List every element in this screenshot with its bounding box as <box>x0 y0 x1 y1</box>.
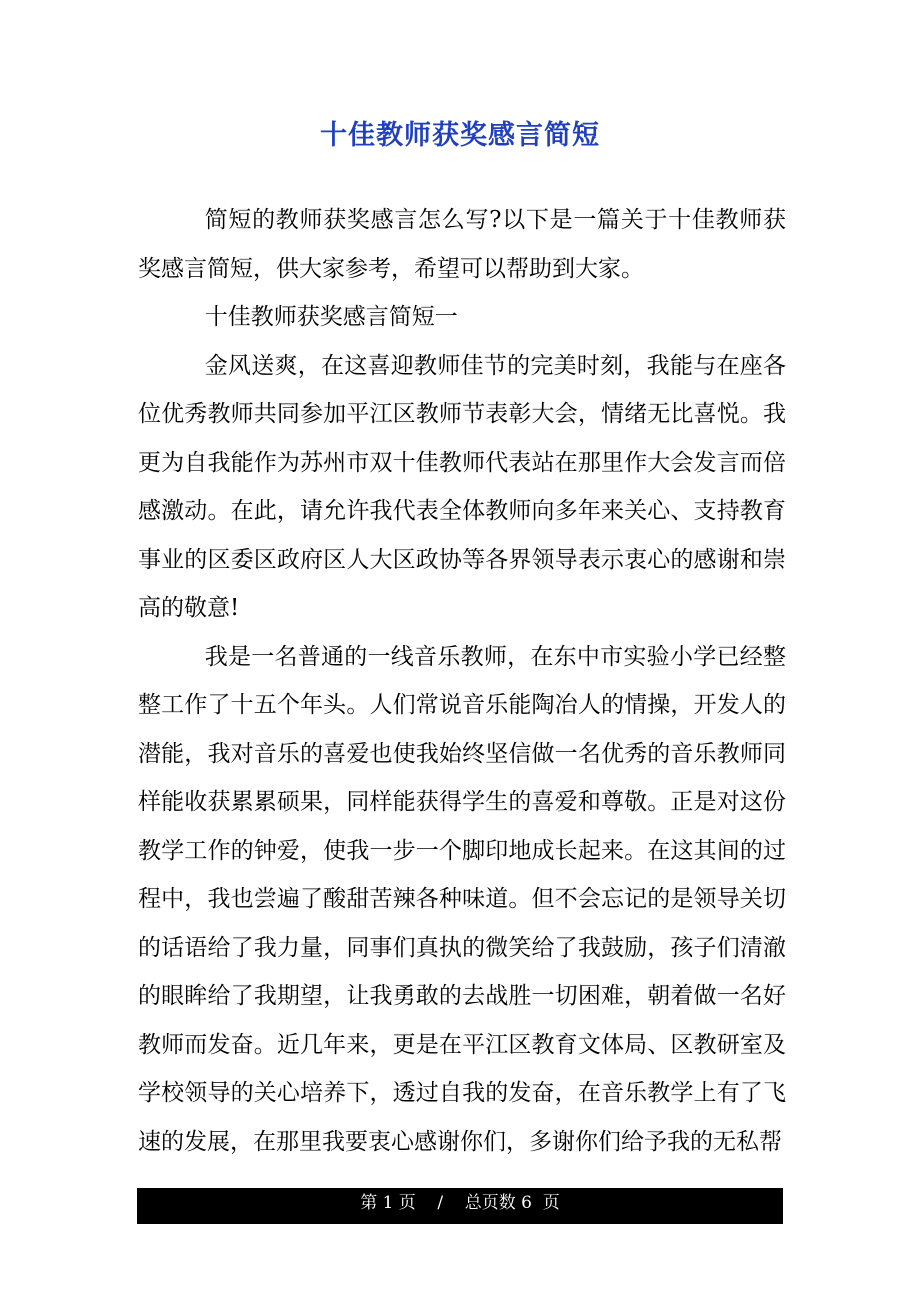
body-paragraph-1: 金风送爽，在这喜迎教师佳节的完美时刻，我能与在座各位优秀教师共同参加平江区教师节表彰大会，情绪无比喜悦。我更为自我能作为苏州市双十佳教师代表站在那里作大会发言而倍感激动。在此，请允许我代表全体教师向多年来关心、支持教育事业的区委区政府区人大区政协等各界领导表示衷心的感谢和崇高的敬意! <box>138 352 786 621</box>
page-footer <box>137 1188 783 1224</box>
intro-paragraph: 简短的教师获奖感言怎么写?以下是一篇关于十佳教师获奖感言简短，供大家参考，希望可以帮助到大家。 <box>138 207 786 282</box>
page-counter: 第 1 页 / 总页数 6 页 <box>360 1193 560 1213</box>
document-body <box>138 196 786 1166</box>
section-heading: 十佳教师获奖感言简短一 <box>204 304 458 330</box>
document-title: 十佳教师获奖感言简短 <box>320 120 600 151</box>
body-paragraph-2: 我是一名普通的一线音乐教师，在东中市实验小学已经整整工作了十五个年头。人们常说音乐能陶冶人的情操，开发人的潜能，我对音乐的喜爱也使我始终坚信做一名优秀的音乐教师同样能收获累累硕果，同样能获得学生的喜爱和尊敬。正是对这份教学工作的钟爱，使我一步一个脚印地成长起来。在这其间的过程中，我也尝遍了酸甜苦辣各种味道。但不会忘记的是领导关切的话语给了我力量，同事们真执的微笑给了我鼓励，孩子们清澈的眼眸给了我期望，让我勇敢的去战胜一切困难，朝着做一名好教师而发奋。近几年来，更是在平江区教育文体局、区教研室及学校领导的关心培养下，透过自我的发奋，在音乐教学上有了飞速的发展，在那里我要衷心感谢你们，多谢你们给予我的无私帮 <box>138 643 786 1155</box>
